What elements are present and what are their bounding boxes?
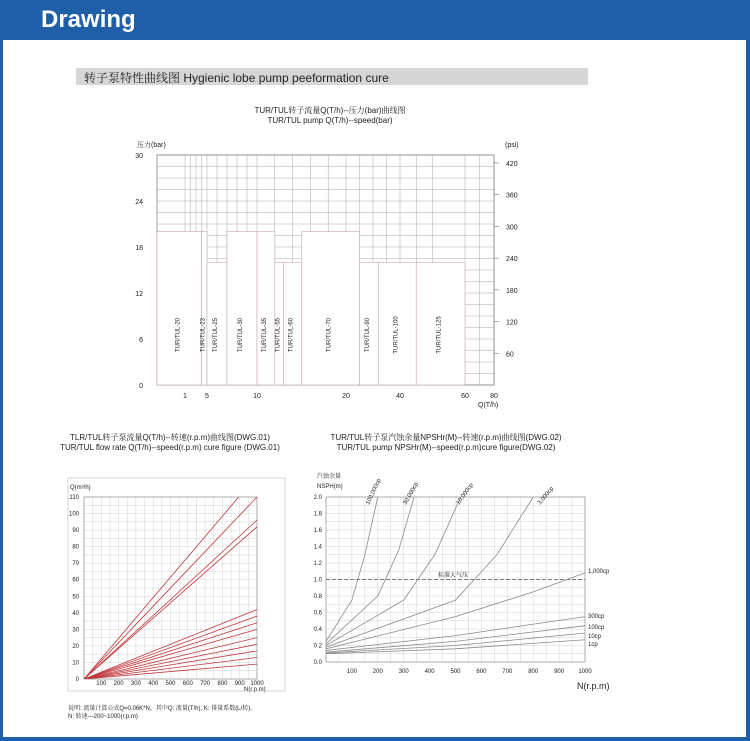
chart1-bar (202, 232, 208, 385)
chart2-ytick-label: 100 (68, 511, 79, 518)
chart3-atm-label: 标准大气压 (438, 573, 469, 579)
chart1-ylabel: 压力(bar) (137, 142, 166, 149)
chart2-ytick-label: 90 (72, 528, 79, 535)
chart2-ylabel: Q(m³/h) (70, 485, 91, 491)
chart3-ylabel-en: NSPH(m) (317, 484, 343, 490)
chart2-xtick-label: 300 (130, 681, 141, 687)
chart1-xtick-label: 80 (490, 393, 498, 400)
chart3-series-label: 100,000cp (365, 477, 383, 506)
chart2-xlabel: N(r.p.m) (244, 687, 266, 693)
chart1-bar-label: TUR/TUL-20 (175, 317, 182, 353)
chart3-series-label: 300cp (588, 614, 605, 620)
chart1-y2tick-label: 360 (506, 192, 518, 200)
chart2-ytick-label: 20 (72, 643, 79, 650)
chart3-ylabel-cn: 汽蚀余量 (317, 474, 342, 480)
chart1-bar-label: TUR/TUL-125 (436, 316, 443, 354)
chart2-ytick-label: 0 (75, 677, 79, 683)
chart1-y2label: (psi) (505, 142, 519, 149)
chart3-xtick-label: 300 (398, 669, 409, 675)
chart3-series-line (326, 497, 414, 644)
chart3-ytick-label: 1.4 (313, 544, 322, 551)
chart3-ytick-label: 2.0 (313, 495, 322, 501)
chart2-xtick-label: 800 (217, 681, 228, 687)
chart2-note-2: N: 转速---200~1000(r.p.m) (68, 714, 138, 720)
chart3-series-label: 3,000cp (536, 486, 556, 507)
chart1-bar (257, 232, 275, 385)
chart1-bar (227, 232, 257, 385)
chart1-bar-label: TUR/TUL-90 (364, 317, 371, 353)
chart3-ytick-label: 1.2 (313, 561, 322, 567)
chart3-xtick-label: 600 (476, 669, 487, 675)
chart1-ytick-label: 12 (135, 291, 143, 298)
chart2-ytick-label: 40 (72, 610, 79, 617)
chart1-ytick-label: 6 (139, 337, 143, 344)
chart1-xtick-label: 60 (461, 393, 469, 400)
title-bar (0, 0, 750, 40)
content-panel (3, 40, 746, 737)
charts-canvas (3, 40, 746, 737)
chart2-xtick-label: 100 (96, 681, 107, 687)
chart3-title-cn: TUR/TUL转子泵汽蚀余量NPSHr(M)--转速(r.p.m)曲线图(DWG.02) (330, 433, 562, 442)
chart2-xtick-label: 400 (148, 681, 159, 687)
chart1-bar-label: TUR/TUL-70 (326, 317, 333, 353)
chart2-xtick-label: 900 (234, 681, 245, 687)
chart3-xtick-label: 500 (450, 669, 461, 675)
chart2-ytick-label: 80 (72, 544, 79, 551)
chart1-bar (157, 232, 202, 385)
chart1-y2tick-label: 300 (506, 224, 518, 232)
chart2-xtick-label: 1000 (250, 681, 264, 687)
chart3-ytick-label: 1.8 (313, 511, 322, 518)
chart3-ytick-label: 0.8 (313, 594, 322, 600)
chart1-bar-label: TUR/TUL-23 (200, 317, 207, 353)
chart3-xtick-label: 900 (554, 669, 565, 675)
chart3-series-label: 100cp (588, 625, 605, 631)
chart1-bar-label: TUR/TUL-60 (288, 317, 295, 353)
chart1-xlabel: Q(T/h) (478, 402, 499, 409)
chart3-ytick-label: 0.4 (313, 627, 322, 633)
chart3-series-label: 10,000cp (455, 482, 475, 507)
chart1-bar-label: TUR/TUL-35 (261, 317, 268, 353)
chart3-xtick-label: 400 (424, 669, 435, 675)
chart2-ytick-label: 10 (72, 660, 79, 667)
chart2-xtick-label: 500 (165, 681, 176, 687)
chart3-xtick-label: 200 (372, 669, 383, 675)
chart3-ytick-label: 0.0 (313, 660, 322, 666)
chart3-series-label: 10cp (588, 634, 602, 640)
chart1-xtick-label: 20 (342, 393, 350, 400)
chart1-ytick-label: 30 (135, 153, 143, 160)
chart3-series-label: 1cp (588, 642, 598, 648)
chart1-xtick-label: 40 (396, 393, 404, 400)
chart3-xtick-label: 700 (502, 669, 513, 675)
chart1-y2tick-label: 180 (506, 287, 518, 295)
chart1-y2tick-label: 420 (506, 160, 518, 168)
chart3-series-label: 1,000cp (588, 569, 610, 575)
chart1-bar-label: TUR/TUL-30 (238, 317, 244, 353)
chart3-ytick-label: 1.0 (313, 577, 322, 584)
chart3-ytick-label: 0.6 (313, 610, 322, 617)
chart2-note-1: 说明: 流量计算公式Q=0.06K*N。其中Q: 流量(T/h), K: 排量系数(L/转), (68, 706, 252, 712)
chart1-y2tick-label: 120 (506, 319, 518, 327)
chart3-series-label: 30,000cp (402, 481, 421, 506)
chart3-xlabel: N(r.p.m) (577, 681, 610, 691)
chart3-ytick-label: 1.6 (313, 528, 322, 534)
chart1-ytick-label: 24 (135, 199, 143, 206)
chart1-xtick-label: 1 (183, 393, 187, 400)
chart2-ytick-label: 60 (72, 577, 79, 584)
chart1-bar-label: TUR/TUL-25 (213, 317, 219, 353)
chart1-bar (302, 232, 360, 385)
chart3-ytick-label: 0.2 (313, 643, 322, 650)
chart2-title-en: TUR/TUL flow rate Q(T/h)--speed(r.p.m) cure figure (DWG.01) (60, 443, 280, 452)
chart2-title-cn: TLR/TUL转子泵流量Q(T/h)--转速(r.p.m)曲线图(DWG.01) (70, 433, 270, 442)
chart1-bar-label: TUR/TUL-55 (275, 317, 282, 353)
chart1-y2tick-label: 240 (506, 256, 518, 264)
chart1-bar-label: TUR/TUL-100 (393, 316, 400, 354)
page-title: Drawing (41, 6, 136, 33)
chart3-xtick-label: 1000 (578, 669, 592, 675)
chart2-xtick-label: 600 (182, 681, 193, 687)
chart1-xtick-label: 10 (253, 393, 261, 400)
section-title: 转子泵特性曲线图 Hygienic lobe pump peeformation cure (84, 71, 389, 85)
chart3-xtick-label: 800 (528, 669, 539, 675)
chart1-y2tick-label: 60 (506, 351, 514, 359)
chart1-ytick-label: 0 (139, 383, 143, 390)
chart1-title-en: TUR/TUL pump Q(T/h)--speed(bar) (267, 116, 393, 125)
chart1-title-cn: TUR/TUL转子流量Q(T/h)--压力(bar)曲线图 (254, 106, 406, 115)
chart2-xtick-label: 700 (200, 681, 211, 687)
chart2-ytick-label: 110 (69, 495, 79, 501)
chart2-xtick-label: 200 (113, 681, 124, 687)
chart2-ytick-label: 50 (72, 594, 79, 601)
chart2-ytick-label: 30 (72, 627, 79, 634)
chart1-ytick-label: 18 (135, 245, 143, 252)
chart2-ytick-label: 70 (72, 561, 79, 568)
chart1-xtick-label: 5 (205, 393, 209, 400)
chart3-xtick-label: 100 (346, 669, 357, 675)
chart3-title-en: TUR/TUL pump NPSHr(M)--speed(r.p.m)cure figure(DWG.02) (336, 443, 556, 452)
